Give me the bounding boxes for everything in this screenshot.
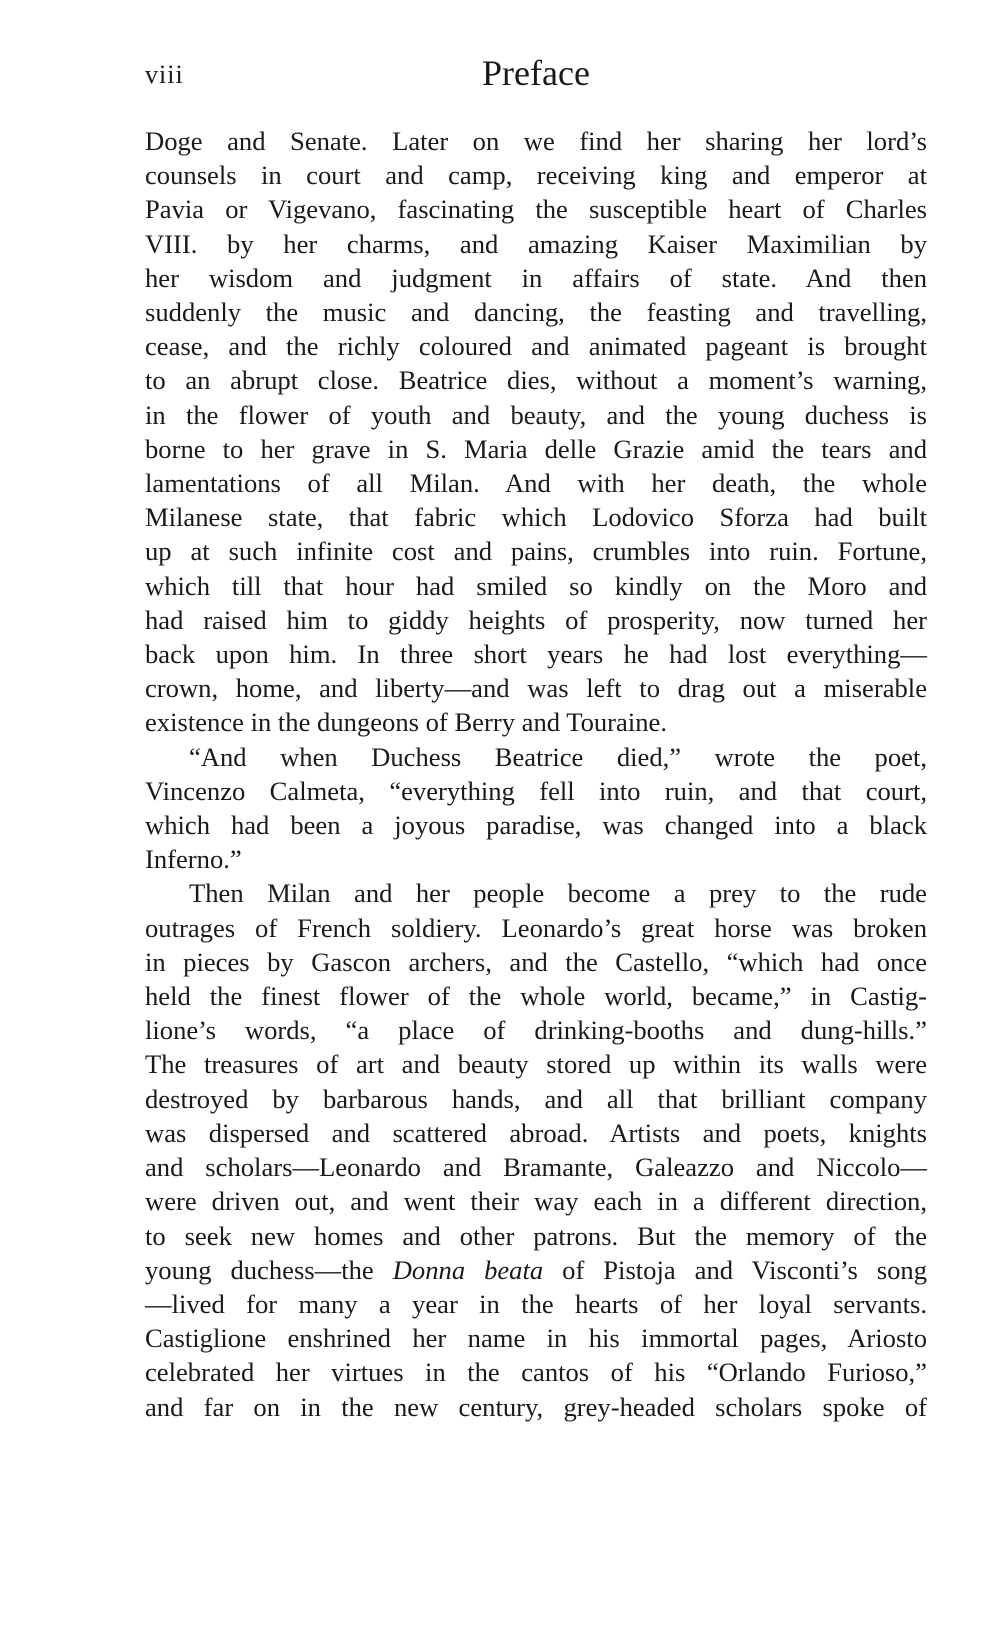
text-line: lione’s words, “a place of drinking-booths and dung-hills.” bbox=[145, 1015, 927, 1046]
text-line: suddenly the music and dancing, the feasting and travelling, bbox=[145, 297, 927, 328]
paragraph-2 bbox=[145, 740, 927, 877]
text-line: —lived for many a year in the hearts of her loyal servants. bbox=[145, 1288, 927, 1319]
text-line: Inferno.” bbox=[145, 844, 242, 875]
text-segment: young duchess—the bbox=[145, 1254, 393, 1285]
body-text bbox=[145, 124, 927, 1424]
text-line: Castiglione enshrined her name in his immortal pages, Ariosto bbox=[145, 1323, 927, 1354]
text-line: The treasures of art and beauty stored up within its walls were bbox=[145, 1049, 927, 1080]
page-number: viii bbox=[145, 60, 184, 89]
text-line: which had been a joyous paradise, was changed into a black bbox=[145, 810, 927, 841]
text-line: destroyed by barbarous hands, and all that brilliant company bbox=[145, 1083, 927, 1114]
paragraph-3 bbox=[145, 876, 927, 1423]
text-line: were driven out, and went their way each in a different direction, bbox=[145, 1186, 927, 1217]
text-line: which till that hour had smiled so kindly on the Moro and bbox=[145, 570, 927, 601]
text-line: in the flower of youth and beauty, and the young duchess is bbox=[145, 399, 927, 430]
text-line: lamentations of all Milan. And with her death, the whole bbox=[145, 468, 927, 499]
text-line: Vincenzo Calmeta, “everything fell into ruin, and that court, bbox=[145, 775, 927, 806]
text-line: back upon him. In three short years he had lost everything— bbox=[145, 639, 927, 670]
paragraph-1 bbox=[145, 124, 927, 740]
text-line: “And when Duchess Beatrice died,” wrote the poet, bbox=[189, 741, 927, 772]
text-line: existence in the dungeons of Berry and Touraine. bbox=[145, 707, 667, 738]
text-line: VIII. by her charms, and amazing Kaiser Maximilian by bbox=[145, 228, 927, 259]
text-line: outrages of French soldiery. Leonardo’s great horse was broken bbox=[145, 912, 927, 943]
text-line: crown, home, and liberty—and was left to drag out a miserable bbox=[145, 673, 927, 704]
running-head: Preface bbox=[482, 53, 590, 93]
text-line: held the finest flower of the whole world, became,” in Castig- bbox=[145, 981, 927, 1012]
text-line: and far on in the new century, grey-headed scholars spoke of bbox=[145, 1391, 927, 1422]
text-line: her wisdom and judgment in affairs of state. And then bbox=[145, 262, 927, 293]
text-line: Then Milan and her people become a prey to the rude bbox=[189, 878, 927, 909]
text-line: in pieces by Gascon archers, and the Castello, “which had once bbox=[145, 946, 927, 977]
text-line: and scholars—Leonardo and Bramante, Galeazzo and Niccolo— bbox=[145, 1152, 927, 1183]
italic-phrase: Donna beata bbox=[392, 1254, 544, 1285]
text-line: up at such infinite cost and pains, crumbles into ruin. Fortune, bbox=[145, 536, 927, 567]
text-line: celebrated her virtues in the cantos of his “Orlando Furioso,” bbox=[145, 1357, 927, 1388]
text-line: was dispersed and scattered abroad. Artists and poets, knights bbox=[145, 1117, 927, 1148]
text-line: cease, and the richly coloured and animated pageant is brought bbox=[145, 331, 927, 362]
text-line: Milanese state, that fabric which Lodovico Sforza had built bbox=[145, 502, 927, 533]
text-line: counsels in court and camp, receiving king and emperor at bbox=[145, 160, 927, 191]
text-line: to an abrupt close. Beatrice dies, without a moment’s warning, bbox=[145, 365, 927, 396]
text-line: Pavia or Vigevano, fascinating the susceptible heart of Charles bbox=[145, 194, 927, 225]
text-line-with-italic bbox=[145, 1253, 927, 1287]
text-line: had raised him to giddy heights of prosperity, now turned her bbox=[145, 604, 927, 635]
text-line: borne to her grave in S. Maria delle Grazie amid the tears and bbox=[145, 433, 927, 464]
text-line: Doge and Senate. Later on we find her sharing her lord’s bbox=[145, 126, 927, 156]
text-segment: of Pistoja and Visconti’s song bbox=[543, 1254, 928, 1285]
text-line: to seek new homes and other patrons. But the memory of the bbox=[145, 1220, 927, 1251]
page-header bbox=[145, 52, 927, 102]
